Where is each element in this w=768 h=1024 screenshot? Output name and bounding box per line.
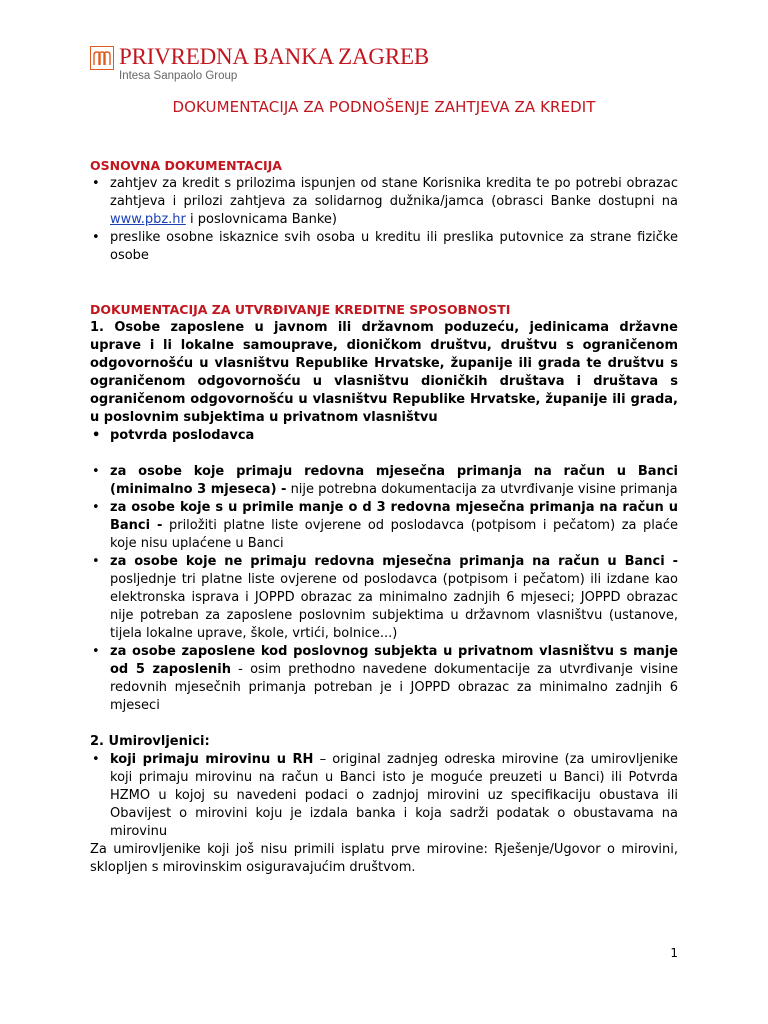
section-heading-credit: DOKUMENTACIJA ZA UTVRĐIVANJE KREDITNE SPOSOBNOSTI [90, 302, 511, 317]
bank-group: Intesa Sanpaolo Group [119, 70, 238, 82]
document-body [90, 157, 678, 877]
bank-name: PRIVREDNA BANKA ZAGREB [119, 44, 429, 69]
list-item: • za osobe zaposlene kod poslovnog subjekta u privatnom vlasništvu s manje od 5 zaposlenih - osim prethodno navedene dokumentacije za utvrđivanje visine redovnih mjesečnih primanja potreban je i JOPPD obrazac za minimalno zadnjih 6 mjeseci [90, 643, 678, 715]
list-item: • za osobe koje primaju redovna mjesečna primanja na račun u Banci (minimalno 3 mjeseca) - nije potrebna dokumentacija za utvrđivanje visine primanja [90, 463, 678, 499]
subsection-retirees-title: 2. Umirovljenici: [90, 734, 210, 749]
retirees-docs-list [90, 751, 678, 841]
retirees-note: Za umirovljenike koji još nisu primili isplatu prve mirovine: Rješenje/Ugovor o mirovini, sklopljen s mirovinskim osiguravajućim društvom. [90, 842, 678, 875]
list-item: • potvrda poslodavca [90, 427, 678, 445]
subsection-employed-title: 1. Osobe zaposlene u javnom ili državnom poduzeću, jedinicama državne uprave i li lokalne samouprave, dioničkom društvu, društvu s ograničenom odgovornošću u vlasništvu Republike Hrvatske, županije ili grada te društvu s ograničenom odgovornošću u vlasništvu dioničkih društava i društava s ograničenom odgovornošću u vlasništvu Republike Hrvatske, županije ili grada, u poslovnim subjektima u privatnom vlasništvu [90, 320, 678, 425]
employed-income-list [90, 463, 678, 715]
list-item: • za osobe koje ne primaju redovna mjesečna primanja na račun u Banci - posljednje tri platne liste ovjerene od poslodavca (potpisom i pečatom) ili izdane kao elektronska isprava i JOPPD obrazac za minimalno zadnjih 6 mjeseci; JOPPD obrazac nije potreban za zaposlene poslovnim subjektima u državnom vlasništvu (ustanove, tijela lokalne uprave, škole, vrtići, bolnice...) [90, 553, 678, 643]
list-item: • preslike osobne iskaznice svih osoba u kreditu ili preslika putovnice za strane fizičke osobe [90, 229, 678, 265]
document-title: DOKUMENTACIJA ZA PODNOŠENJE ZAHTJEVA ZA KREDIT [172, 98, 596, 116]
section-heading-basic: OSNOVNA DOKUMENTACIJA [90, 158, 282, 173]
page-number: 1 [670, 946, 678, 960]
list-item: • koji primaju mirovinu u RH – original zadnjeg odreska mirovine (za umirovljenike koji primaju mirovinu na račun u Banci isto je moguće preuzeti u Banci) ili Potvrda HZMO u kojoj su navedeni podaci o zadnjoj mirovini uz specifikaciju obustava ili Obavijest o mirovini koju je izdala banka i koja sadrži podatak o obustavama na mirovinu [90, 751, 678, 841]
pbz-website-link[interactable]: www.pbz.hr [110, 212, 186, 227]
list-item: • za osobe koje s u primile manje o d 3 redovna mjesečna primanja na račun u Banci - priložiti platne liste ovjerene od poslodavca (potpisom i pečatom) za plaće koje nisu uplaćene u Banci [90, 499, 678, 553]
pbz-logo-icon [90, 46, 114, 70]
basic-docs-list [90, 175, 678, 265]
list-item: • zahtjev za kredit s prilozima ispunjen od stane Korisnika kredita te po potrebi obrazac zahtjeva i prilozi zahtjeva za solidarnog dužnika/jamca (obrasci Banke dostupni na www.pbz.hr i poslovnicama Banke) [90, 175, 678, 229]
employed-docs-list [90, 427, 678, 445]
